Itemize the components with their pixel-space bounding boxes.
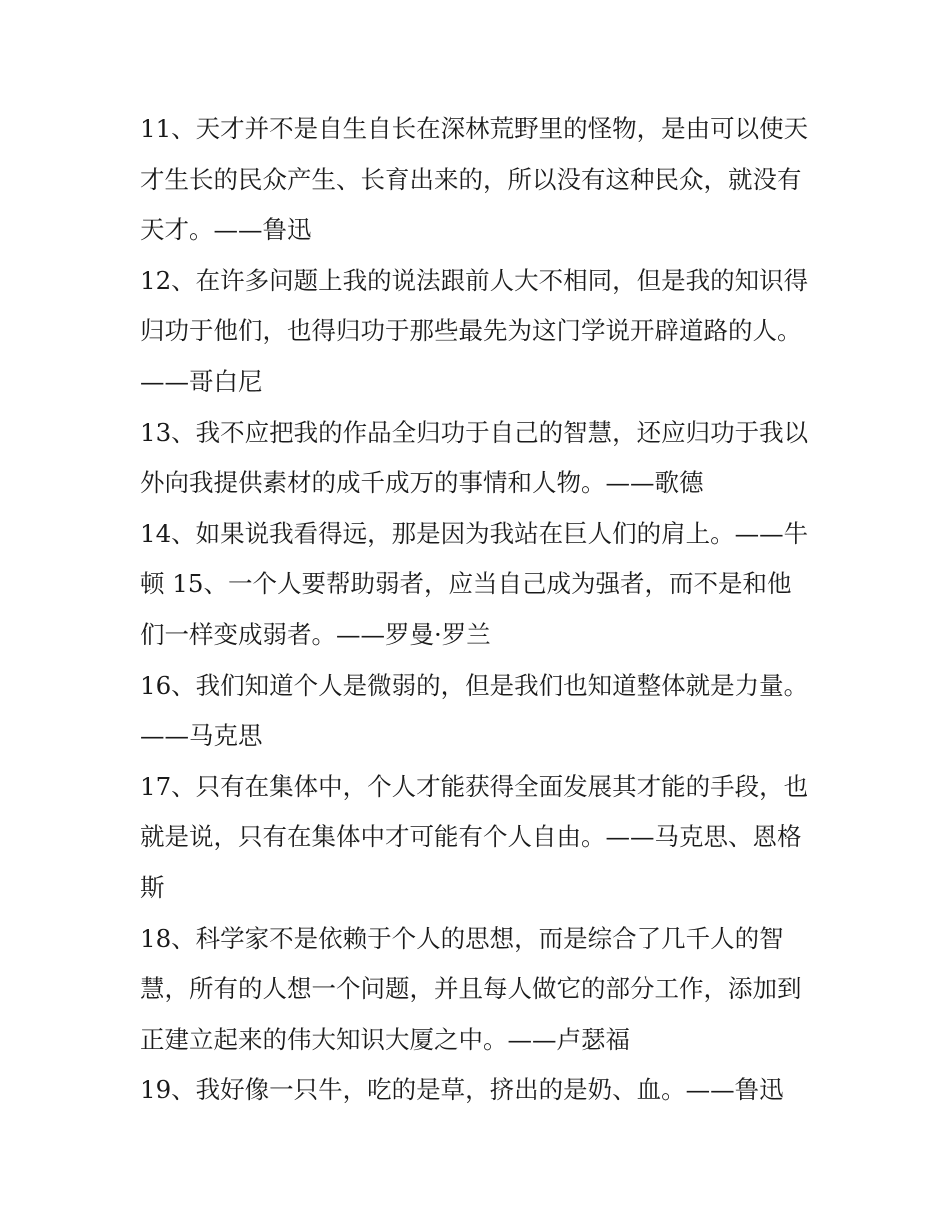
text-line: 外向我提供素材的成千成万的事情和人物。——歌德 (140, 468, 704, 498)
text-line: 天才。——鲁迅 (140, 215, 312, 245)
text-line: 们一样变成弱者。——罗曼·罗兰 (140, 619, 491, 649)
text-line: 慧，所有的人想一个问题，并且每人做它的部分工作，添加到 (140, 974, 802, 1004)
text-line: 就是说，只有在集体中才可能有个人自由。——马克思、恩格 (140, 822, 802, 852)
text-line: 13、我不应把我的作品全归功于自己的智慧，还应归功于我以 (140, 417, 809, 447)
text-line: 14、如果说我看得远，那是因为我站在巨人们的肩上。——牛 (140, 518, 809, 548)
text-line: 12、在许多问题上我的说法跟前人大不相同，但是我的知识得 (140, 265, 809, 295)
text-line: 17、只有在集体中，个人才能获得全面发展其才能的手段，也 (140, 771, 809, 801)
text-line: 斯 (140, 872, 165, 902)
text-line: 18、科学家不是依赖于个人的思想，而是综合了几千人的智 (140, 923, 784, 953)
text-line: ——哥白尼 (140, 366, 263, 396)
text-line: 正建立起来的伟大知识大厦之中。——卢瑟福 (140, 1024, 630, 1054)
text-line: 顿 15、一个人要帮助弱者，应当自己成为强者，而不是和他 (140, 569, 792, 599)
text-line: 16、我们知道个人是微弱的，但是我们也知道整体就是力量。 (140, 670, 809, 700)
text-line: 11、天才并不是自生自长在深林荒野里的怪物，是由可以使天 (140, 114, 809, 143)
quote-text-block (140, 104, 820, 1116)
text-line: 19、我好像一只牛，吃的是草，挤出的是奶、血。——鲁迅 (140, 1075, 784, 1105)
text-line: 归功于他们，也得归功于那些最先为这门学说开辟道路的人。 (140, 316, 802, 346)
text-line: ——马克思 (140, 721, 263, 751)
text-line: 才生长的民众产生、长育出来的，所以没有这种民众，就没有 (140, 164, 802, 194)
